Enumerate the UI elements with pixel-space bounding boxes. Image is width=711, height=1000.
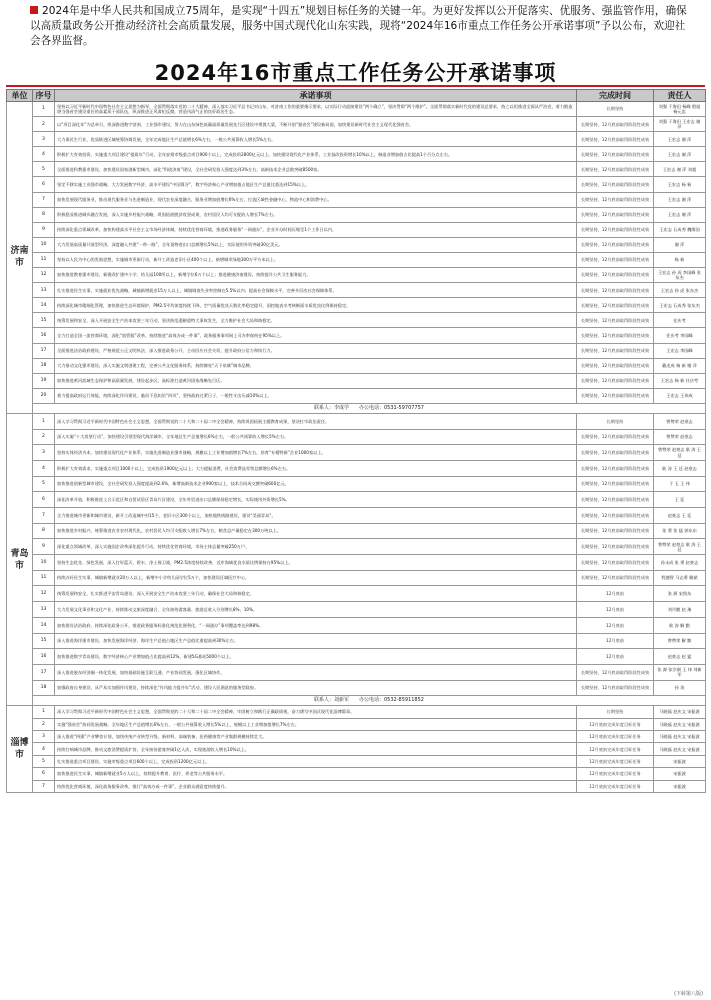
time-cell: 长期坚持，12月底前取得阶段性成效 [577,570,654,586]
red-square-icon [30,6,38,14]
time-cell: 12月底前完成年度目标任务 [577,743,654,755]
time-cell: 长期坚持，12月底前取得阶段性成效 [577,555,654,571]
item-cell: 积极扩大有效需求，实施重点项目1000个以上，完成投资1900亿元以上；大力提振消费，社会消费品零售总额增长6%左右。 [55,460,577,476]
item-cell: 全面推进法治政府建设，严格规范公正文明执法，深入推进政务公开，主动回应社会关切，提升政府公信力和执行力。 [55,343,577,358]
resp-cell: 刘丹勤 赵 豫 [654,602,706,618]
seq-cell: 20 [33,388,55,403]
table-row [7,539,706,555]
time-cell: 长期坚持，12月底前取得阶段性成效 [577,680,654,696]
resp-cell: 曾赞荣 赵豪志 耿 涛 王 廷 [654,539,706,555]
time-cell: 长期坚持 [577,413,654,429]
table-row [7,222,706,237]
resp-cell: 杨 新 [654,252,706,267]
page-title: 2024年16市重点工作任务公开承诺事项 [154,61,557,85]
item-cell: 持续深化重点领域改革，加快构建高水平社会主义市场经济体制，持续优化营商环境，推进政务服务“一网通办”，企业开办时间压缩至1个工作日以内。 [55,222,577,237]
contact-info: 联系人：李成学 办公电话：0531-59707757 [33,403,706,413]
table-row [7,373,706,388]
seq-cell: 8 [33,207,55,222]
time-cell: 12月底前 [577,633,654,649]
item-cell: 坚持实体经济为本，加快建设现代化产业体系，实施先进制造业强市战略，规模以上工业增加值增长7%左右，培育“专精特新”企业1000家以上。 [55,445,577,461]
time-cell: 长期坚持，12月底前取得阶段性成效 [577,192,654,207]
time-cell: 长期坚持，12月底前取得阶段性成效 [577,388,654,403]
header-item: 承诺事项 [55,90,577,102]
table-row [7,706,706,718]
resp-cell: 王宏志 谢 萍 刘超 [654,162,706,177]
seq-cell: 16 [33,649,55,665]
item-cell: 积极扩大有效投资，实施重大项目建设“提质年”行动，全年安排市级重点项目900个以上，完成投资2800亿元以上。加快建设现代化产业体系，工业技改投资增长10%以上，制造业增加值占比提高1个百分点左右。 [55,147,577,162]
time-cell: 长期坚持，12月底前取得阶段性成效 [577,298,654,313]
table-row [7,268,706,283]
item-cell: 深入推进“四强”产业攀登计划，加快传统产业转型升级，新材料、高端装备、医药健康等产业集群规模持续壮大。 [55,731,577,743]
seq-cell: 5 [33,476,55,492]
contact-row [7,403,706,413]
seq-cell: 2 [33,718,55,730]
table-row [7,237,706,252]
time-cell: 长期坚持，12月底前取得阶段性成效 [577,207,654,222]
table-row [7,718,706,730]
time-cell: 12月底前完成年度目标任务 [577,755,654,767]
time-cell: 12月底前 [577,649,654,665]
item-cell: 全力推进城市更新和城市建设，新开工改造城中村15个、老旧小区300个以上，加快地铁线路建设，建设“美丽青岛”。 [55,508,577,524]
table-row [7,102,706,117]
time-cell: 12月底前完成年度目标任务 [577,718,654,730]
item-cell: 扎实推进重点项目建设，实施市级重点项目600个以上，完成投资1200亿元以上。 [55,755,577,767]
table-row [7,680,706,696]
resp-cell: 王宏志 石成秀 张东杰 [654,298,706,313]
table-row [7,358,706,373]
seq-cell: 7 [33,192,55,207]
item-cell: 加快建设法治政府，持续深化政务公开，推进政务服务标准化规范化便利化，“一网通办”事项覆盖率达到98%。 [55,617,577,633]
table-row [7,429,706,445]
resp-cell: 刘强 于海田 王宏志 谢 萍 [654,117,706,132]
seq-cell: 15 [33,633,55,649]
seq-cell: 2 [33,429,55,445]
time-cell: 长期坚持 [577,706,654,718]
table-row [7,476,706,492]
time-cell: 长期坚持，12月底前取得阶段性成效 [577,313,654,328]
time-cell: 长期坚持，12月底前取得阶段性成效 [577,358,654,373]
resp-cell: 王宏志 石成秀 魏维国 [654,222,706,237]
seq-cell: 1 [33,413,55,429]
table-row [7,328,706,343]
seq-cell: 12 [33,586,55,602]
item-cell: 统筹发展和安全，扎实推进平安青岛建设，深入开展安全生产治本攻坚三年行动，确保社会大局和谐稳定。 [55,586,577,602]
item-cell: 深入实施“十大攻坚行动”，加快建设引领型现代海洋城市，全年地区生产总值增长6%左右，一般公共预算收入增长5%左右。 [55,429,577,445]
item-cell: 全面推进科教强市建设，加快建设国家创新型城市，深化“科创济南”建设，全社会研发投入强度达到3%左右，高新技术企业总数突破8500家。 [55,162,577,177]
item-cell: 持续深化城市精细化管理，加快推进生态环境保护，PM2.5平均浓度持续下降，空气质量优良天数比率稳定提升，国控地表水考核断面水质优良比例保持稳定。 [55,298,577,313]
seq-cell: 18 [33,680,55,696]
time-cell: 长期坚持，12月底前取得阶段性成效 [577,132,654,147]
time-cell: 长期坚持，12月底前取得阶段性成效 [577,492,654,508]
item-cell: 深入学习贯彻习近平新时代中国特色社会主义思想，全面贯彻党的二十大和二十届二中全会精神，持续巩固拓展主题教育成果，坚决扛牢政治责任。 [55,413,577,429]
seq-cell: 11 [33,252,55,267]
resp-cell: 曾赞荣 赵豪志 [654,429,706,445]
time-cell: 长期坚持，12月底前取得阶段性成效 [577,222,654,237]
table-row [7,602,706,618]
item-cell: 深入学习贯彻习近平新时代中国特色社会主义思想，全面贯彻党的二十大和二十届二中全会精神，牢固树立和践行正确政绩观，奋力谱写中国式现代化淄博篇章。 [55,706,577,718]
seq-cell: 3 [33,445,55,461]
resp-cell: 王宏志 杨 新 任庆考 [654,373,706,388]
seq-cell: 13 [33,283,55,298]
item-cell: 实施“强省会”协同发展战略，全年地区生产总值增长6%左右，一般公共预算收入增长5%以上，规模以上工业增加值增长7%左右。 [55,718,577,730]
contact-info: 联系人：刘新军 办公电话：0532-85911852 [33,696,706,706]
time-cell: 长期坚持，12月底前取得阶段性成效 [577,252,654,267]
seq-cell: 1 [33,706,55,718]
resp-cell: 刘强 于海田 杨峰 殷旭 杨元忠 [654,102,706,117]
item-cell: 着力提高政府运行效能，持续深化作风建设，驰而不息纠治“四风”，坚持政府过紧日子，一般性支出压减10%以上。 [55,388,577,403]
item-cell: 大力推动文化强市建设，深入实施文明创建工程，完善公共文化服务体系，持续擦亮“天下泉城”城市品牌。 [55,358,577,373]
resp-cell: 马晓磊 赵庆文 宋振波 [654,731,706,743]
table-row [7,147,706,162]
seq-cell: 10 [33,555,55,571]
time-cell: 长期坚持，12月底前取得阶段性成效 [577,508,654,524]
item-cell: 持续办好民生实事，城镇新增就业20万人以上，新增中小学幼儿园学位5万个，加快建设区域医疗中心。 [55,570,577,586]
seq-cell: 13 [33,602,55,618]
table-row [7,298,706,313]
table-row [7,617,706,633]
seq-cell: 10 [33,237,55,252]
unit-cell: 济南市 [7,102,33,414]
time-cell: 长期坚持，12月底前取得阶段性成效 [577,283,654,298]
seq-cell: 9 [33,539,55,555]
resp-cell: 谢 萍 [654,237,706,252]
resp-cell: 耿 涛 王 廷 赵豪志 [654,460,706,476]
resp-cell: 王宏志 孙 虎 李国峰 张东杰 [654,268,706,283]
resp-cell: 曾赞荣 赵豪志 [654,413,706,429]
time-cell: 12月底前完成年度目标任务 [577,780,654,792]
seq-cell: 7 [33,508,55,524]
item-cell: 坚定不移实施工业强市战略，大力发展数字经济，高水平建设“中国算谷”，数字经济核心产业增加值占地区生产总值比重达到15%以上。 [55,177,577,192]
time-cell: 长期坚持 [577,102,654,117]
resp-cell: 王宏志 谢 萍 [654,147,706,162]
contact-row [7,696,706,706]
unit-cell: 淄博市 [7,706,33,793]
resp-cell: 宋振波 [654,755,706,767]
seq-cell: 7 [33,780,55,792]
table-row [7,283,706,298]
table-row [7,768,706,780]
time-cell: 长期坚持，12月底前取得阶段性成效 [577,147,654,162]
item-cell: 大力保民生行业，优质推进区域统筹协调发展，全年完成地区生产总值增长6%左右，一般公共预算收入增长5%左右。 [55,132,577,147]
time-cell: 长期坚持，12月底前取得阶段性成效 [577,429,654,445]
resp-cell: 王宏志 谢 萍 [654,192,706,207]
seq-cell: 6 [33,492,55,508]
item-cell: 加快推进教育强市建设，新建改扩建中小学、幼儿园100所以上，新增学位6万个以上；推进健康济南建设，持续提升公共卫生服务能力。 [55,268,577,283]
seq-cell: 4 [33,147,55,162]
table-row [7,388,706,403]
seq-cell: 4 [33,743,55,755]
table-row [7,192,706,207]
resp-cell: 王宏志 杨 新 [654,177,706,192]
table-row [7,586,706,602]
table-row [7,343,706,358]
time-cell: 长期坚持，12月底前取得阶段性成效 [577,237,654,252]
table-row [7,731,706,743]
table-row [7,555,706,571]
seq-cell: 12 [33,268,55,283]
item-cell: 大力发展文化事业和文化产业，持续推动文旅深度融合，全年接待游客量、旅游总收入分别增长8%、10%。 [55,602,577,618]
time-cell: 长期坚持，12月底前取得阶段性成效 [577,445,654,461]
intro-paragraph [30,4,695,50]
time-cell: 12月底前完成年度目标任务 [577,768,654,780]
resp-cell: 曾赞荣 赵豪志 耿 涛 王 廷 [654,445,706,461]
time-cell: 12月底前 [577,602,654,618]
item-cell: 持续打响城市品牌，推动文旅消费提质扩容，全年接待游客突破1亿人次，实现旅游收入增长10%以上。 [55,743,577,755]
table-row [7,492,706,508]
item-cell: 坚持以习近平新时代中国特色社会主义思想为指导，全面贯彻落实党的二十大精神，深入落实习近平总书记对山东、对济南工作的重要指示要求，以实际行动迎接建设“两个确立”，坚决贯彻“两个维护”。全面贯彻落实新时代党的建设总要求，持之以恒推进全面从严治党，着力锻造堪当强省会建设重任的高素质干部队伍，纵深推进正风肃纪反腐，营造风清气正的良好政治生态。 [55,102,577,117]
time-cell: 长期坚持，12月底前取得阶段性成效 [577,476,654,492]
resp-cell: 张 源 张宗刚 王 伟 刘新军 [654,664,706,680]
table-row [7,649,706,665]
table-row [7,743,706,755]
time-cell: 长期坚持，12月底前取得阶段性成效 [577,177,654,192]
item-cell: 深入推进海洋强市建设，加快发展海洋经济，海洋生产总值占地区生产总值比重提高到30%左右。 [55,633,577,649]
seq-cell: 6 [33,768,55,780]
resp-cell: 张 勇 张 猛 郭东东 [654,523,706,539]
item-cell: 深入推进胶东经济圈一体化发展，加快基础设施互联互通、产业协同发展，强化区域协作。 [55,664,577,680]
intro-text: 2024年是中华人民共和国成立75周年，是实现“十四五”规划目标任务的关键一年。为更好发挥以公开促落实、优服务、强监管作用，确保以高质量政务公开推动经济社会高质量发展，服务中国式现代化山东实践，现将“2024年16市重点工作任务公开承诺事项”予以公布，欢迎社会各界监督。 [30,5,687,48]
table-row [7,523,706,539]
resp-cell: 马晓磊 赵庆文 宋振波 [654,743,706,755]
item-cell: 深化改革开放，积极推进上合示范区和自贸试验区青岛片区建设，全年外贸进出口总额保持稳定增长，实际使用外资增长5%。 [55,492,577,508]
title-divider [6,85,705,87]
table-row [7,117,706,132]
item-cell: 加快推进数字青岛建设，数字经济核心产业增加值占比提高到12%，新建5G基站5000个以上。 [55,649,577,665]
resp-cell: 马晓磊 赵庆文 宋振波 [654,706,706,718]
table-row [7,132,706,147]
time-cell: 长期坚持，12月底前取得阶段性成效 [577,117,654,132]
item-cell: 坚持以人民为中心的发展思想，实施城市更新行动，新开工改造老旧小区400个以上，新增城市绿地300万平方米以上。 [55,252,577,267]
commitment-table [6,89,706,793]
table-row [7,570,706,586]
resp-cell: 曾赞荣 解 勤 [654,633,706,649]
item-cell: 坚持生态优先、绿色发展，深入打好蓝天、碧水、净土保卫战，PM2.5浓度持续改善，近岸海域优良水质比例保持在95%以上。 [55,555,577,571]
table-row [7,313,706,328]
seq-cell: 18 [33,358,55,373]
seq-cell: 11 [33,570,55,586]
time-cell: 长期坚持，12月底前取得阶段性成效 [577,162,654,177]
header-unit: 单位 [7,90,33,102]
header-time: 完成时间 [577,90,654,102]
seq-cell: 14 [33,617,55,633]
table-row [7,413,706,429]
seq-cell: 14 [33,298,55,313]
time-cell: 12月底前 [577,617,654,633]
table-row [7,508,706,524]
resp-cell: 王宏志 谢 萍 [654,207,706,222]
seq-cell: 3 [33,731,55,743]
resp-cell: 王宏志 王伟成 [654,388,706,403]
unit-cell: 青岛市 [7,413,33,705]
resp-cell: 王宏志 谢 萍 [654,132,706,147]
time-cell: 长期坚持，12月底前取得阶段性成效 [577,343,654,358]
header-resp: 责任人 [654,90,706,102]
item-cell: 加快推进民生实事，城镇新增就业5万人以上，持续提升教育、医疗、养老等公共服务水平。 [55,768,577,780]
table-row [7,252,706,267]
resp-cell: 马晓磊 赵庆文 宋振波 [654,718,706,730]
item-cell: 持续优化营商环境，深化政务服务改革，推行“高效办成一件事”，企业群众满意度持续提升。 [55,780,577,792]
time-cell: 长期坚持，12月底前取得阶段性成效 [577,664,654,680]
table-row [7,207,706,222]
seq-cell: 19 [33,373,55,388]
table-row [7,460,706,476]
resp-cell: 赵豪志 王 廷 [654,508,706,524]
resp-cell: 宋振波 [654,780,706,792]
item-cell: 加强政府自身建设，从严从实加强作风建设，持续深化“作风能力提升年”活动，建设人民满意的服务型政府。 [55,680,577,696]
seq-cell: 6 [33,177,55,192]
resp-cell: 王宏志 李国峰 [654,343,706,358]
table-row [7,755,706,767]
item-cell: 以“项目深化年”为总牵引，纵深推进数字济南、工业强市建设，努力在山东绿色低碳高质量发展先行区建设中勇挑大梁，不断开创“强省会”建设新局面，加快建设新时代社会主义现代化强省会。 [55,117,577,132]
seq-cell: 4 [33,460,55,476]
time-cell: 长期坚持，12月底前取得阶段性成效 [577,460,654,476]
table-row [7,445,706,461]
table-row [7,664,706,680]
resp-cell: 宋振波 [654,768,706,780]
seq-cell: 17 [33,664,55,680]
time-cell: 12月底前完成年度目标任务 [577,731,654,743]
table-header-row [7,90,706,102]
item-cell: 全力打造全国一流营商环境，深化“放管服”改革，持续推进“高效办成一件事”，政务服务事项网上可办率保持在95%以上。 [55,328,577,343]
continued-note: (下转第八版) [674,991,703,997]
item-cell: 大力发展高质量开放型经济，深度融入共建“一带一路”，全年货物进出口总额增长5%以上，实际使用外资突破30亿美元。 [55,237,577,252]
resp-cell: 任庆考 李国峰 [654,328,706,343]
seq-cell: 8 [33,523,55,539]
resp-cell: 赵豪志 赵 猛 [654,649,706,665]
table-row [7,162,706,177]
item-cell: 深化重点领域改革，深入实施国企改革深化提升行动，持续优化营商环境，市场主体总量突破250万户。 [55,539,577,555]
time-cell: 长期坚持，12月底前取得阶段性成效 [577,328,654,343]
time-cell: 12月底前 [577,586,654,602]
resp-cell: 耿 涛 解 勤 [654,617,706,633]
seq-cell: 15 [33,313,55,328]
seq-cell: 1 [33,102,55,117]
resp-cell: 张 源 宋凯东 [654,586,706,602]
time-cell: 长期坚持，12月底前取得阶段性成效 [577,523,654,539]
seq-cell: 3 [33,132,55,147]
time-cell: 长期坚持，12月底前取得阶段性成效 [577,373,654,388]
resp-cell: 王宏志 孙 虎 张东杰 [654,283,706,298]
table-row [7,780,706,792]
resp-cell: 戴龙成 杨 新 谢 萍 [654,358,706,373]
resp-cell: 王 廷 [654,492,706,508]
seq-cell: 5 [33,755,55,767]
table-row [7,177,706,192]
item-cell: 积极稳妥推进城乡融合发展，深入实施乡村振兴战略，巩固拓展脱贫攻坚成果，农村居民人均可支配收入增长7%左右。 [55,207,577,222]
resp-cell: 孙永成 张 勇 赵豪志 [654,555,706,571]
item-cell: 加快发展现代服务业，推动现代服务业与先进制造业、现代农业深度融合，服务业增加值增长6%左右，打造区域性金融中心、物流中心和消费中心。 [55,192,577,207]
item-cell: 扎实推进民生实事，实施就业优先战略，城镇新增就业15万人以上，城镇调查失业率控制在5.5%以内；提高社会保障水平，完善多层次社会保障体系。 [55,283,577,298]
item-cell: 加快推进乡村振兴，统筹推进农业农村现代化，农村居民人均可支配收入增长7%左右，粮食总产量稳定在300万吨以上。 [55,523,577,539]
item-cell: 加快推进黄河流域生态保护和高质量发展，建设起步区，高标准打造黄河国家战略先行区。 [55,373,577,388]
resp-cell: 任庆考 [654,313,706,328]
table-body [7,102,706,793]
item-cell: 统筹发展和安全，深入开展安全生产治本攻坚三年行动，坚决防范遏制重特大事故发生，全力维护社会大局和谐稳定。 [55,313,577,328]
time-cell: 长期坚持，12月底前取得阶段性成效 [577,268,654,283]
seq-cell: 16 [33,328,55,343]
seq-cell: 5 [33,162,55,177]
resp-cell: 孙 英 [654,680,706,696]
resp-cell: 程德智 马志勇 解斌 [654,570,706,586]
header-seq: 序号 [33,90,55,102]
seq-cell: 9 [33,222,55,237]
seq-cell: 17 [33,343,55,358]
seq-cell: 2 [33,117,55,132]
item-cell: 加快推进创新型城市建设，全社会研发投入强度提高到2.6%，新增高新技术企业900家以上，技术合同成交额突破600亿元。 [55,476,577,492]
time-cell: 长期坚持，12月底前取得阶段性成效 [577,539,654,555]
resp-cell: 于 玉 王 伟 [654,476,706,492]
table-row [7,633,706,649]
